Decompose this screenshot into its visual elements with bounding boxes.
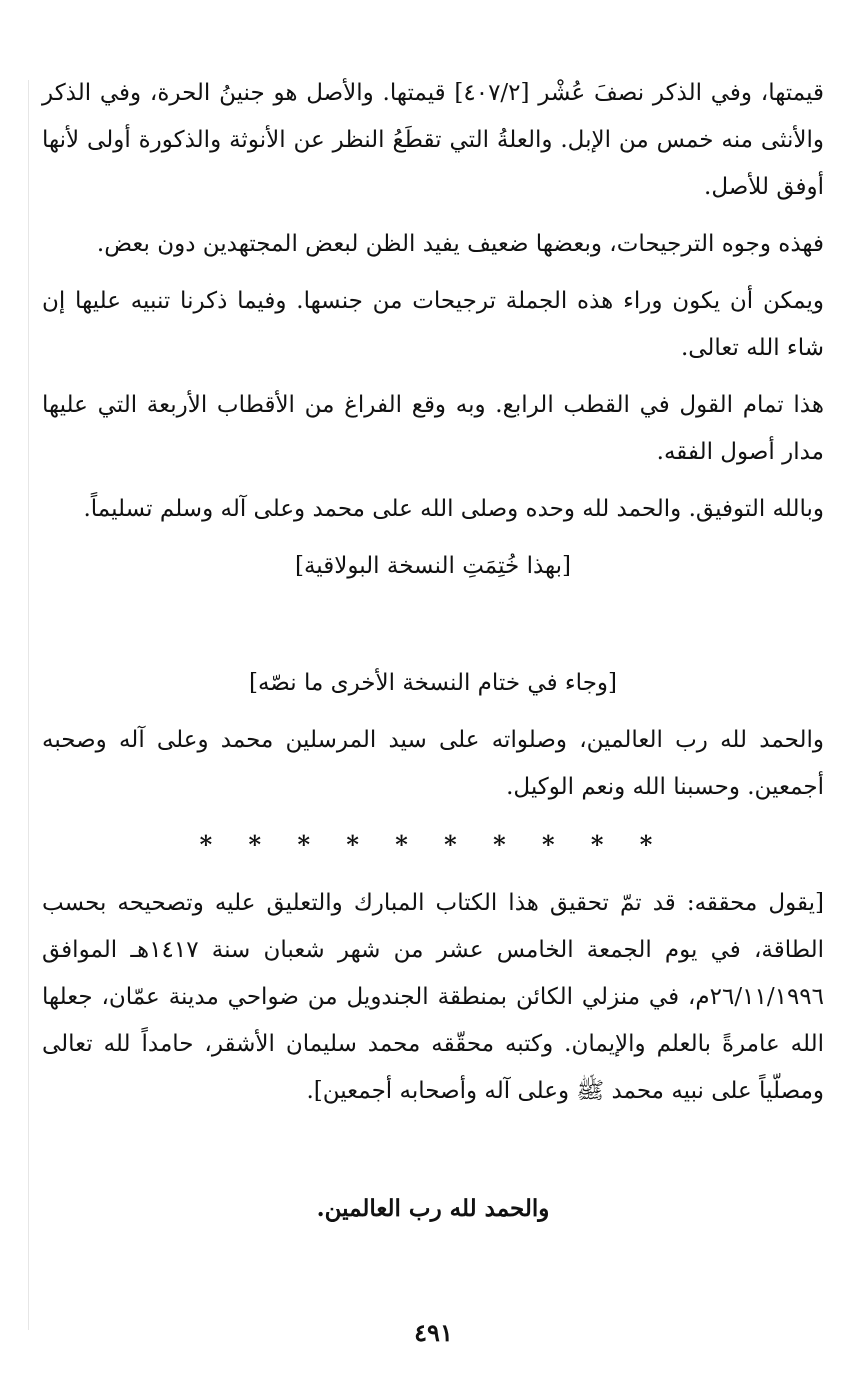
paragraph-4: هذا تمام القول في القطب الرابع. وبه وقع الفراغ من الأقطاب الأربعة التي عليها مدار أصول الفقه. xyxy=(42,392,824,465)
section-divider-stars: * * * * * * * * * * xyxy=(199,830,667,859)
paragraph-3: ويمكن أن يكون وراء هذه الجملة ترجيحات من جنسها. وفيما ذكرنا تنبيه عليها إن شاء الله تعالى. xyxy=(42,288,824,361)
other-copy-heading: [وجاء في ختام النسخة الأخرى ما نصّه] xyxy=(249,670,617,696)
paragraph-2: فهذه وجوه الترجيحات، وبعضها ضعيف يفيد الظن لبعض المجتهدين دون بعض. xyxy=(96,231,824,257)
editor-colophon: [يقول محققه: قد تمّ تحقيق هذا الكتاب المبارك والتعليق عليه وتصحيحه بحسب الطاقة، في يوم الجمعة الخامس عشر من شهر شعبان سنة ١٤١٧هـ الموافق ٢٦/١١/١٩٩٦م، في منزلي الكائن بمنطقة الجندويل من ضواحي مدينة عمّان، جعلها الله عامرةً بالعلم والإيمان. وكتبه محقّقه محمد سليمان الأشقر، حامداً لله تعالى ومصلّياً على نبيه محمد ﷺ وعلى آله وأصحابه أجمعين]. xyxy=(42,890,824,1104)
paragraph-5: وبالله التوفيق. والحمد لله وحده وصلى الله على محمد وعلى آله وسلم تسليماً. xyxy=(83,496,824,522)
scan-edge-line xyxy=(28,80,29,1330)
paragraph-6: والحمد لله رب العالمين، وصلواته على سيد المرسلين محمد وعلى آله وصحبه أجمعين. وحسبنا الله ونعم الوكيل. xyxy=(42,727,824,800)
paragraph-1: قيمتها، وفي الذكر نصفَ عُشْر [٤٠٧/٢] قيمتها. والأصل هو جنينُ الحرة، وفي الذكر والأنثى منه خمس من الإبل. والعلةُ التي تقطَعُ النظر عن الأنوثة والذكورة أولى لأنها أوفق للأصل. xyxy=(42,80,824,200)
section-gap xyxy=(42,600,824,660)
page-body xyxy=(42,70,824,1255)
bulaq-edition-note: [بهذا خُتِمَتِ النسخة البولاقية] xyxy=(294,553,572,579)
closing-praise: والحمد لله رب العالمين. xyxy=(316,1195,550,1222)
page-number: ٤٩١ xyxy=(414,1318,453,1347)
